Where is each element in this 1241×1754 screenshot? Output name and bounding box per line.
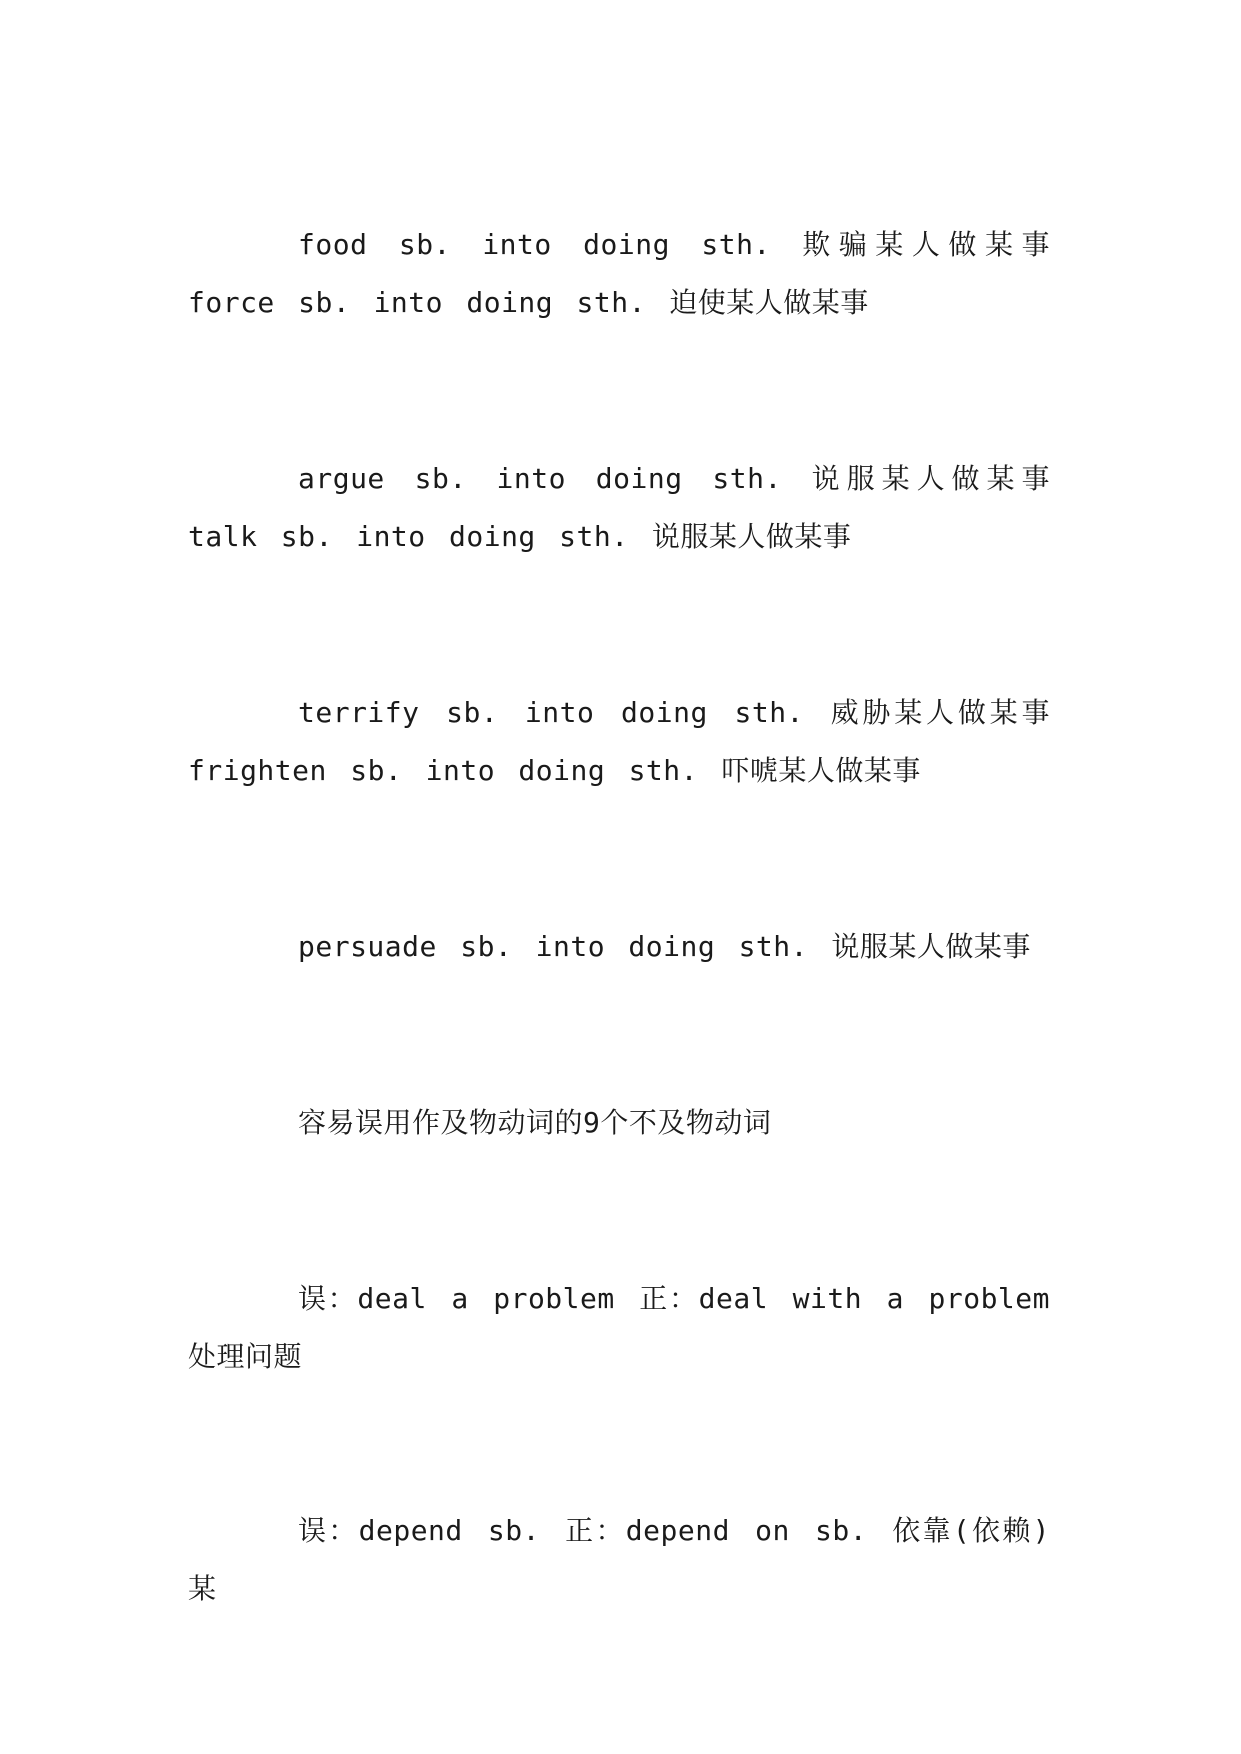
paragraph-deal-with: 误：deal a problem 正：deal with a problem 处理问题	[188, 1282, 1050, 1373]
paragraph-depend-on: 误：depend sb. 正：depend on sb. 依靠(依赖)某	[188, 1514, 1050, 1605]
paragraph-food-force: food sb. into doing sth. 欺骗某人做某事 force sb. into doing sth. 迫使某人做某事	[188, 228, 1050, 319]
paragraph-argue-talk: argue sb. into doing sth. 说服某人做某事 talk sb. into doing sth. 说服某人做某事	[188, 462, 1050, 553]
section-heading-intransitive-verbs: 容易误用作及物动词的9个不及物动词	[298, 1106, 772, 1139]
paragraph-persuade: persuade sb. into doing sth. 说服某人做某事	[298, 930, 1031, 963]
paragraph-terrify-frighten: terrify sb. into doing sth. 威胁某人做某事 frighten sb. into doing sth. 吓唬某人做某事	[188, 696, 1050, 787]
